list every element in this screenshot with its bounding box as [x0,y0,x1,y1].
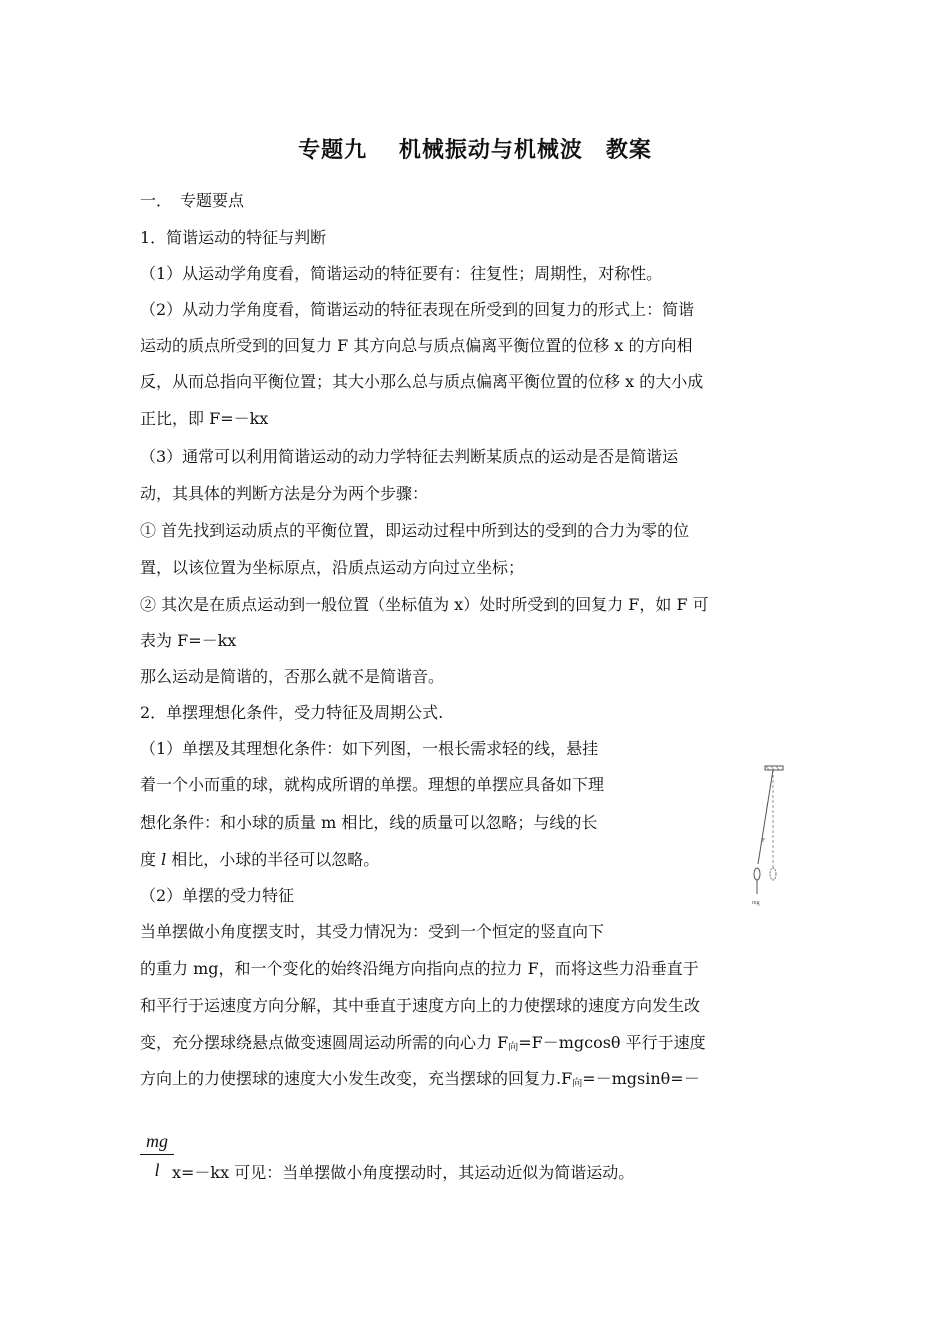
paragraph-line [140,1068,700,1095]
text-span: 方向上的力使摆球的速度大小发生改变，充当摆球的回复力.F [140,1069,573,1088]
page-title: 专题九 机械振动与机械波 教案 [298,138,652,163]
paragraph-line [140,849,379,871]
paragraph-line: （3）通常可以利用简谐运动的动力学特征去判断某质点的运动是否是简谐运 [140,447,679,466]
paragraph-line: 的重力 mg，和一个变化的始终沿绳方向指向点的拉力 F，而将这些力沿垂直于 [140,959,699,978]
paragraph-line: （1）从运动学角度看，简谐运动的特征要有：往复性；周期性，对称性。 [140,264,663,283]
string-length-label: l [766,802,768,810]
paragraph-line: ① 首先找到运动质点的平衡位置，即运动过程中所到达的受到的合力为零的位 [140,521,690,540]
text-span: 相比，小球的半径可以忽略。 [166,850,380,869]
section-heading: 一． 专题要点 [140,191,245,210]
paragraph-line: 想化条件：和小球的质量 m 相比，线的质量可以忽略；与线的长 [140,813,598,832]
tension-label: F [762,838,766,844]
pendulum-bob [754,868,760,880]
text-span: =－mgsinθ=－ [582,1069,700,1088]
text-span: =F－mgcosθ 平行于速度 [518,1033,706,1052]
fraction-denominator: l [154,1160,160,1180]
italic-variable: l [161,850,167,869]
paragraph-line: 和平行于运速度方向分解，其中垂直于速度方向上的力使摆球的速度方向发生改 [140,996,701,1015]
paragraph-line: 反，从而总指向平衡位置；其大小那么总与质点偏离平衡位置的位移 x 的大小成 [140,372,704,391]
paragraph-line: （1）单摆及其理想化条件：如下列图，一根长需求轻的线，悬挂 [140,739,599,758]
paragraph-line: 当单摆做小角度摆支时，其受力情况为：受到一个恒定的竖直向下 [140,922,605,941]
paragraph-line [140,1032,706,1059]
fraction-numerator: mg [140,1130,174,1155]
text-span: 变，充分摆球绕悬点做变速圆周运动所需的向心力 F [140,1033,509,1052]
paragraph-line: 着一个小而重的球，就构成所谓的单摆。理想的单摆应具备如下理 [140,775,605,794]
paragraph-line: 动，其具体的判断方法是分为两个步骤： [140,484,429,503]
paragraph-line: 正比，即 F=－kx [140,409,269,428]
paragraph-line: 那么运动是简谐的，否那么就不是简谐音。 [140,667,445,686]
paragraph-line: （2）单摆的受力特征 [140,886,295,905]
paragraph-line: ② 其次是在质点运动到一般位置（坐标值为 x）处时所受到的回复力 F，如 F 可 [140,595,709,614]
gravity-label: mg [752,900,760,906]
text-span: 度 [140,850,162,869]
subsection-heading: 2．单摆理想化条件，受力特征及周期公式. [140,703,444,722]
pendulum-string [758,770,773,864]
pendulum-diagram-icon [748,764,788,908]
paragraph-line: x=－kx 可见：当单摆做小角度摆动时，其运动近似为简谐运动。 [172,1163,635,1182]
fraction-mg-over-l [140,1130,174,1181]
paragraph-line: （2）从动力学角度看，简谐运动的特征表现在所受到的回复力的形式上：简谐 [140,300,695,319]
subsection-heading: 1．简谐运动的特征与判断 [140,228,327,247]
paragraph-line: 置，以该位置为坐标原点，沿质点运动方向过立坐标； [140,558,525,577]
subscript: 向 [572,1078,583,1089]
paragraph-line: 表为 F=－kx [140,631,237,650]
equilibrium-bob [770,868,776,880]
paragraph-line: 运动的质点所受到的回复力 F 其方向总与质点偏离平衡位置的位移 x 的方向相 [140,336,693,355]
subscript: 向 [508,1042,519,1053]
